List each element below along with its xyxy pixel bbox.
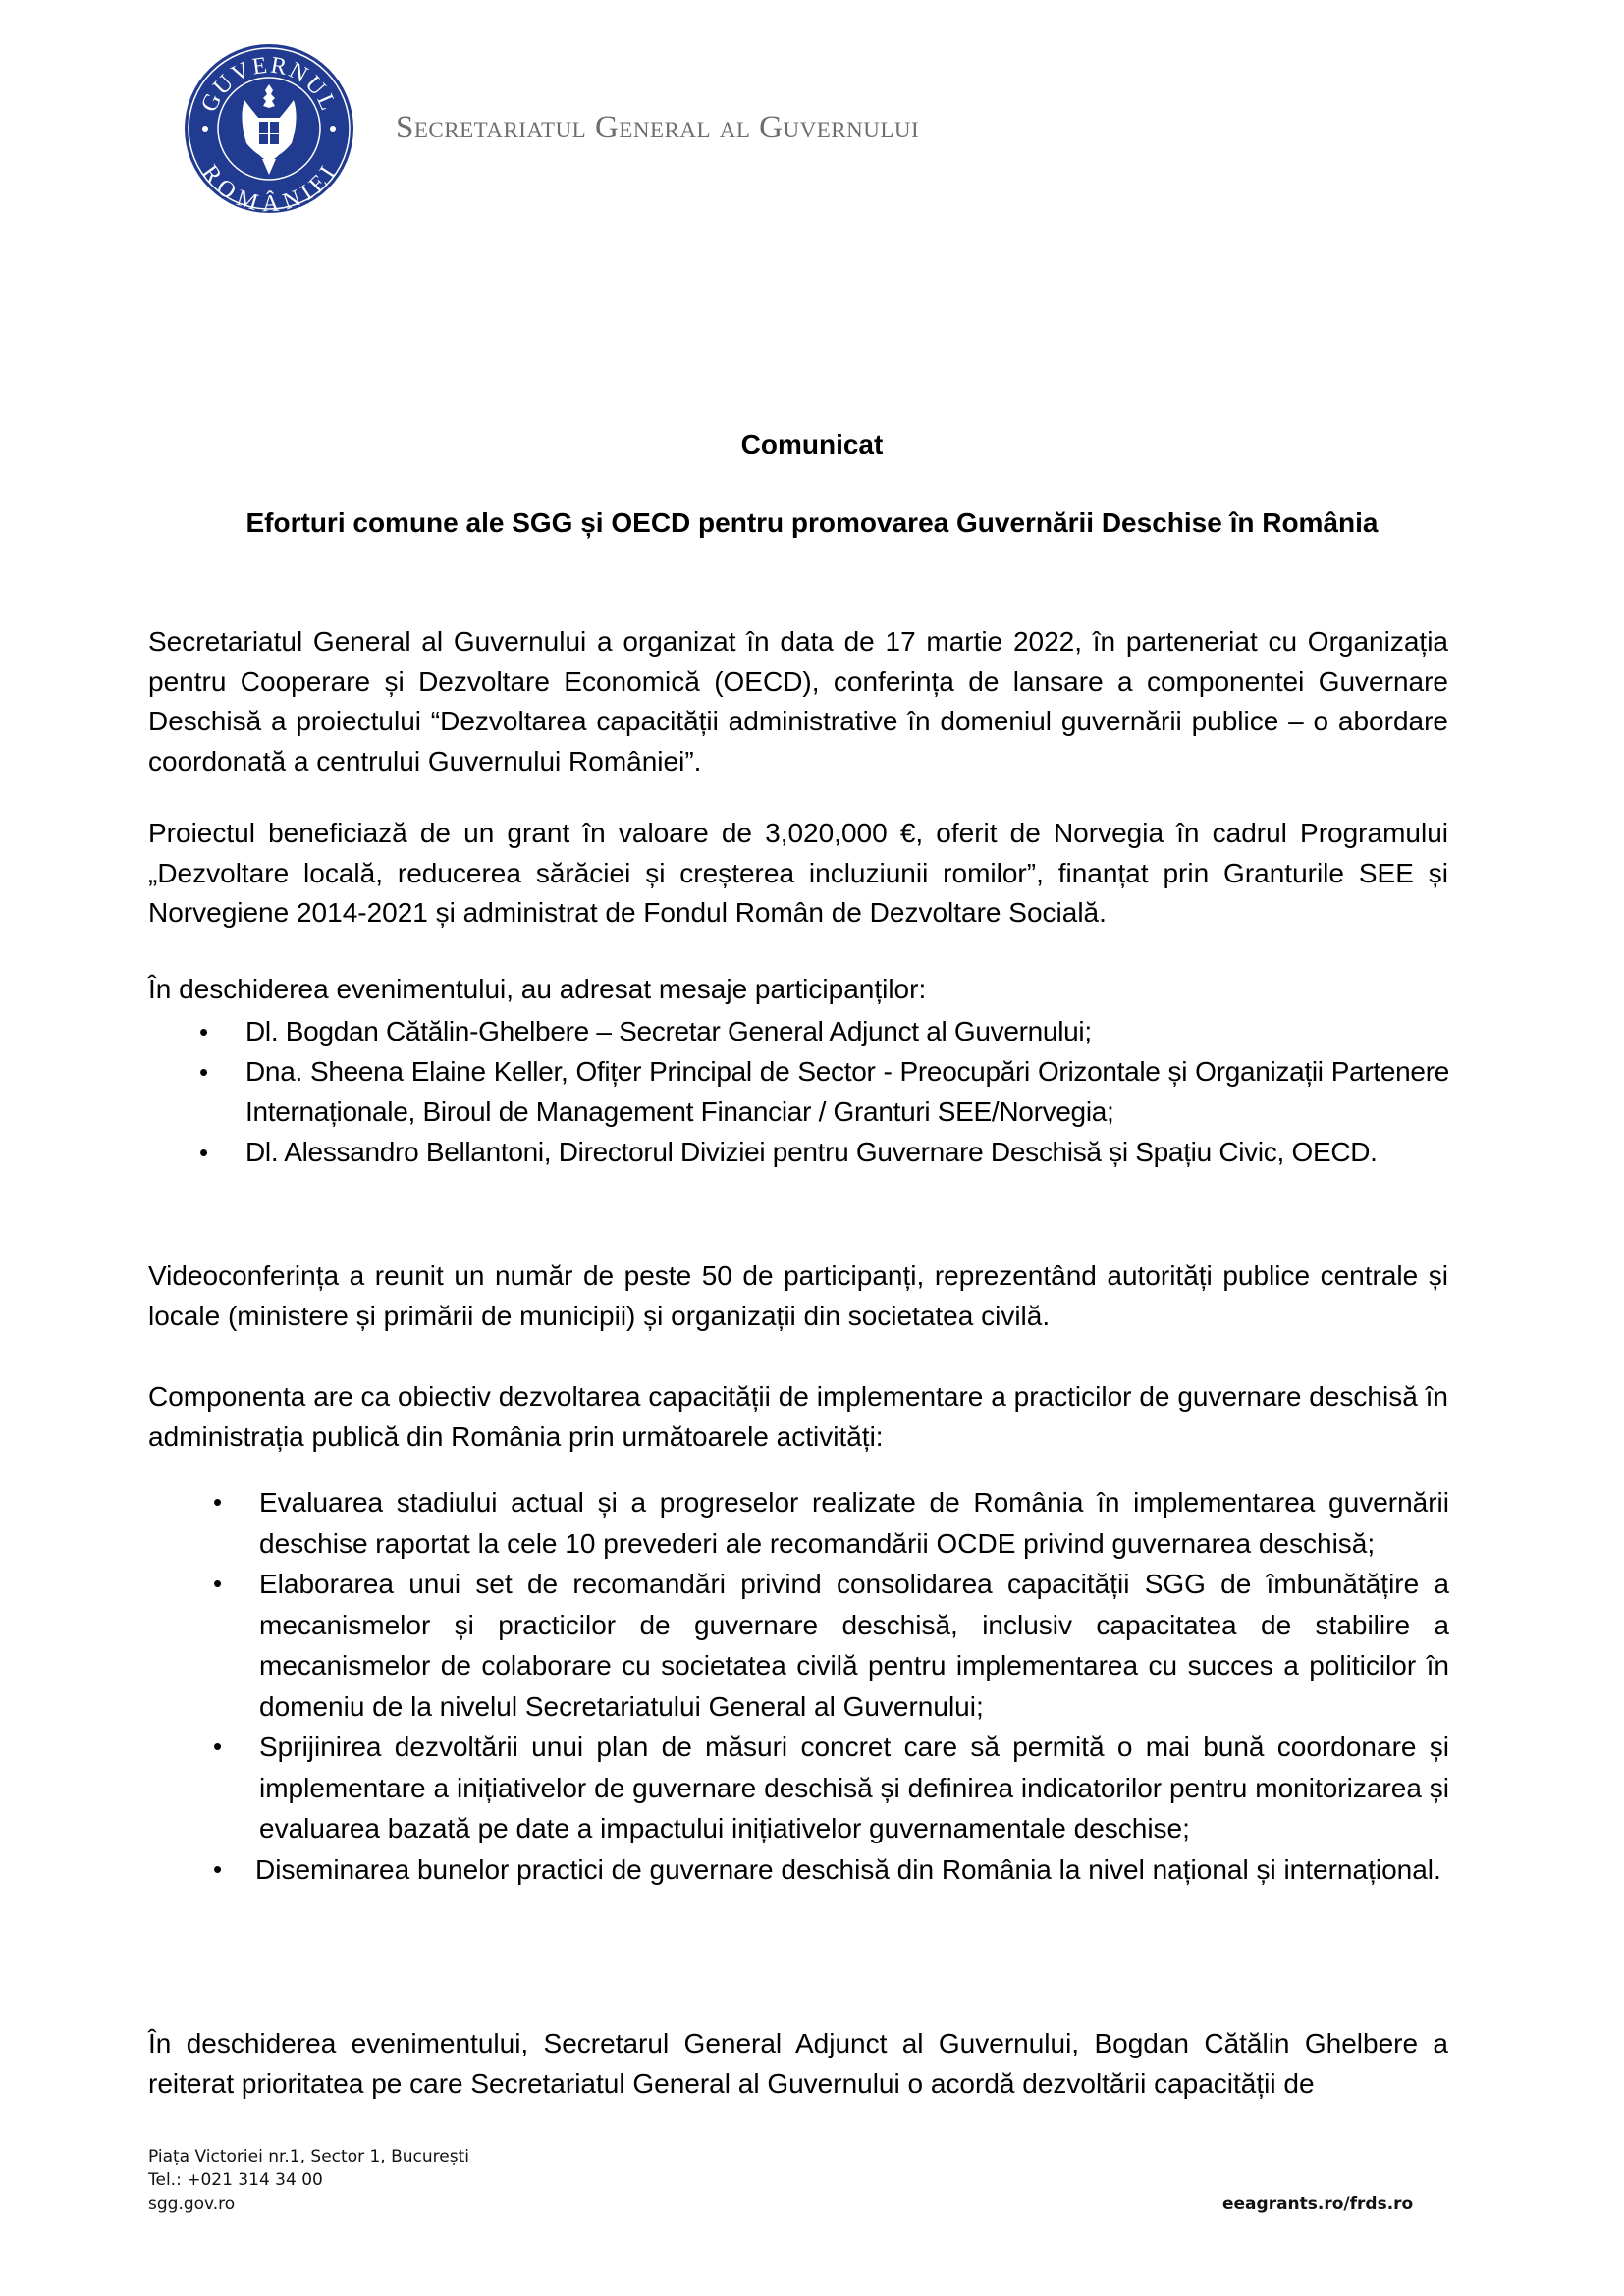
paragraph-grant: Proiectul beneficiază de un grant în valoare de 3,020,000 €, oferit de Norvegia în cadrul Programului „Dezvoltare locală, reducerea sărăciei și creșterea incluziunii romilor”, finanțat prin Granturile SEE și Norvegiene 2014-2021 și administrat de Fondul Român de Dezvoltare Socială. (148, 818, 1448, 929)
speakers-list (199, 1012, 1449, 1173)
list-item: • Dna. Sheena Elaine Keller, Ofițer Principal de Sector - Preocupări Orizontale și Organizații Partenere Internaționale, Biroul de Management Financiar / Granturi SEE/Norvegia; (245, 1052, 1449, 1133)
bullet-icon: • (213, 1569, 223, 1598)
seal-icon (184, 43, 354, 214)
bullet-icon: • (213, 1853, 223, 1884)
paragraph-intro: Secretariatul General al Guvernului a organizat în data de 17 martie 2022, în parteneriat cu Organizația pentru Cooperare și Dezvoltare Economică (OECD), conferința de lansare a componentei Guvernare Deschisă a proiectului “Dezvoltarea capacității administrative în domeniul guvernării publice – o abordare coordonată a centrului Guvernului României”. (148, 626, 1448, 776)
footer-partners-link[interactable]: eeagrants.ro/frds.ro (1222, 2194, 1414, 2214)
activities-list (213, 1482, 1449, 1890)
bullet-icon: • (199, 1017, 208, 1046)
paragraph-participants: Videoconferința a reunit un număr de peste 50 de participanți, reprezentând autorități publice centrale și locale (ministere și primării de municipii) și organizații din societatea civilă. (148, 1260, 1448, 1331)
svg-text:GUVERNUL: GUVERNUL (196, 52, 342, 117)
paragraph-closing: În deschiderea evenimentului, Secretarul General Adjunct al Guvernului, Bogdan Cătălin Ghelbere a reiterat prioritatea pe care Secretariatul General al Guvernului o acordă dezvoltării capacității de (148, 2028, 1448, 2099)
bullet-icon: • (213, 1487, 223, 1517)
list-item: • Sprijinirea dezvoltării unui plan de măsuri concret care să permită o mai bună coordonare și implementare a inițiativelor de guvernare deschisă și definirea indicatorilor pentru monitorizarea și evaluarea bazată pe date a impactului inițiativelor guvernamentale deschise; (259, 1727, 1449, 1849)
government-seal-logo (184, 43, 354, 214)
list-item: • Evaluarea stadiului actual și a progreselor realizate de România în implementarea guvernării deschise raportat la cele 10 prevederi ale recomandării OCDE privind guvernarea deschisă; (259, 1482, 1449, 1564)
list-item: • Elaborarea unui set de recomandări privind consolidarea capacității SGG de îmbunătățire a mecanismelor și practicilor de guvernare deschisă, inclusiv capacitatea de stabilire a mecanismelor de colaborare cu societatea civilă pentru implementarea cu succes a politicilor în domeniu de la nivelul Secretariatului General al Guvernului; (259, 1564, 1449, 1727)
institution-name: Secretariatul General al Guvernului (396, 110, 920, 145)
bullet-icon: • (213, 1732, 223, 1761)
document-title: Comunicat (740, 429, 884, 459)
list-item: • Dl. Bogdan Cătălin-Ghelbere – Secretar General Adjunct al Guvernului; (245, 1012, 1449, 1052)
footer-phone: Tel.: +021 314 34 00 (148, 2170, 323, 2190)
footer-address: Piața Victoriei nr.1, Sector 1, București (148, 2147, 469, 2166)
list-item: • Dl. Alessandro Bellantoni, Directorul Diviziei pentru Guvernare Deschisă și Spațiu Civic, OECD. (245, 1133, 1449, 1173)
paragraph-speakers-intro: În deschiderea evenimentului, au adresat mesaje participanților: (148, 974, 927, 1004)
svg-text:ROMÂNIEI: ROMÂNIEI (196, 160, 343, 214)
list-item: • Diseminarea bunelor practici de guvernare deschisă din România la nivel național și internațional. (259, 1849, 1449, 1891)
paragraph-objective: Componenta are ca obiectiv dezvoltarea capacității de implementare a practicilor de guvernare deschisă în administrația publică din România prin următoarele activități: (148, 1381, 1448, 1452)
document-subtitle: Eforturi comune ale SGG și OECD pentru promovarea Guvernării Deschise în România (245, 507, 1379, 538)
bullet-icon: • (199, 1056, 208, 1087)
footer-website-link[interactable]: sgg.gov.ro (148, 2194, 236, 2214)
bullet-icon: • (199, 1137, 208, 1167)
